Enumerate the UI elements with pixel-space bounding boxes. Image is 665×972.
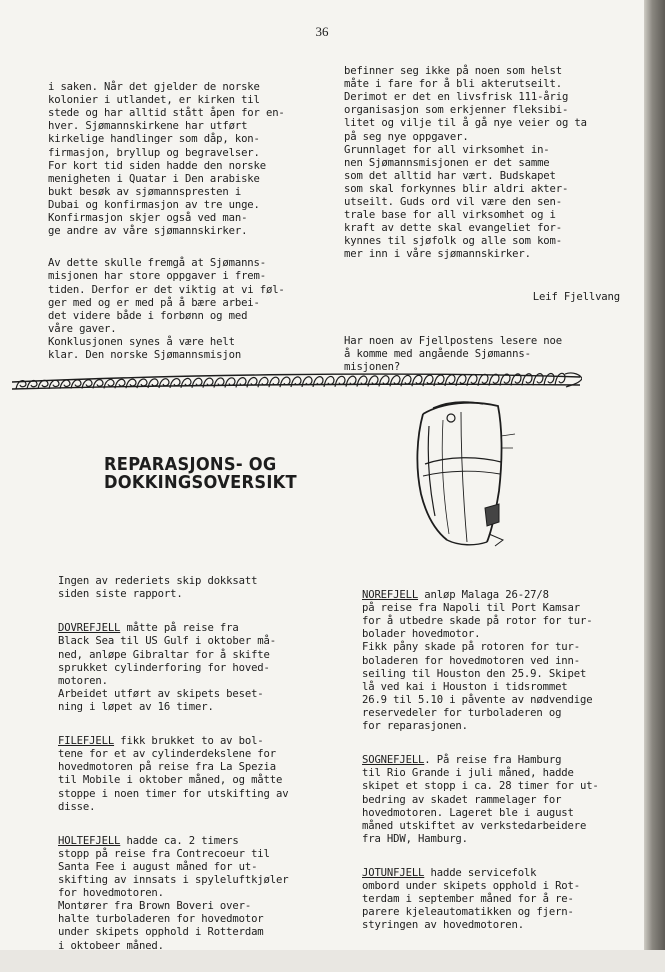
report-text: hadde servicefolk ombord under skipets opphold i Rot- terdam i september måned for å re- parere kjeleautomatikken og fjern- styringen av hovedmotoren. — [362, 866, 580, 932]
report-column-right — [362, 576, 637, 952]
rope-twist — [258, 377, 268, 387]
ship-name: NOREFJELL — [362, 589, 419, 602]
report-text: fikk brukket to av bol- tene for et av cylinderdekslene for hovedmotoren på reise fra La Spezia til Mobile i oktober måned, og måtte stoppe i noen timer for utskifting av disse. — [58, 735, 289, 813]
rope-twist — [291, 377, 301, 387]
rope-twist — [357, 376, 367, 387]
report-text: anløp Malaga 26-27/8 på reise fra Napoli til Port Kamsar for å utbedre skade på rotor for tur- bolader hovedmotor. Fikk påny skade på rotoren for tur- boladeren for hovedmotoren ved inn- seiling til Houston den 25.9. Skipet lå ved kai i Houston i tidsrommet 26.9 til 5.10 i påvente av nødvendige reservedeler for turboladeren og for reparasjonen. — [362, 589, 593, 733]
article-paragraph: Av dette skulle fremgå at Sjømanns- misjonen har store oppgaver i frem- tiden. Derfor er det viktig at vi føl- ger med og er med på å bære arbei- det videre både i forbønn og med våre gaver. Konklusjonen synes å være helt klar. Den norske Sjømannsmisjon — [48, 257, 285, 361]
rope-twist — [181, 378, 191, 387]
report-column-left — [58, 562, 343, 972]
rope-twist — [313, 377, 323, 387]
report-text: hadde ca. 2 timers stopp på reise fra Contrecoeur til Santa Fee i august måned for ut- skifting av innsats i spyleluftkjøler for hovedmotoren. Montører fra Brown Boveri over- halte turboladeren for hovedmotor under skipets opphold i Rotterdam i oktobeer måned. — [58, 834, 289, 952]
rope-twist — [225, 378, 235, 388]
binding-edge — [644, 0, 665, 950]
rope-twist — [368, 376, 378, 387]
article-signature: Leif Fjellvang — [532, 290, 620, 303]
ship-name: FILEFJELL — [58, 735, 115, 748]
ship-name: DOVREFJELL — [58, 622, 121, 635]
rope-twist — [214, 378, 224, 388]
report-entry-filefjell — [58, 735, 343, 814]
rope-twist — [247, 378, 257, 388]
report-text: måtte på reise fra Black Sea til US Gulf i oktober må- ned, anløpe Gibraltar for å skifte sprukket cylinderforing for hoved- motoren. Arbeidet utført av skipets beset- ning i løpet av 16 timer. — [58, 622, 276, 713]
article-paragraph: befinner seg ikke på noen som helst måte i fare for å bli akterutseilt. Derimot er det en livsfrisk 111-årig organisasjon som erkjenner fleksibi- litet og vilje til å gå nye veier og ta på seg nye oppgaver. Grunnlaget for all virksomhet in- nen Sjømannsmisjonen er det samme som det alltid har vært. Budskapet som skal forkynnes blir aldri akter- utseilt. Guds ord vil være den sen- trale base for all virksomhet og i kraft av dette skal evangeliet for- kynnes til sjøfolk og alle som kom- mer inn i våre sjømannskirker. — [344, 65, 587, 261]
rope-divider — [10, 363, 582, 393]
section-heading: REPARASJONS- OG DOKKINGSOVERSIKT — [104, 455, 297, 493]
rope-twist — [335, 376, 345, 386]
report-entry-jotunfjell — [362, 867, 637, 932]
report-text: . På reise fra Hamburg til Rio Grande i juli måned, hadde skipet et stopp i ca. 28 timer for ut- bedring av skadet rammelager for hovedmotoren. Lageret ble i august måned utskiftet av verkstedarbeidere fra HDW, Hamburg. — [362, 754, 599, 845]
report-entry-dovrefjell — [58, 622, 343, 714]
rope-twist — [379, 376, 389, 387]
rope-twist — [192, 378, 202, 387]
article-column-right — [344, 52, 634, 393]
rope-twist — [280, 377, 290, 387]
rope-twist — [346, 376, 356, 386]
report-entry-norefjell — [362, 589, 637, 733]
page-number: 36 — [315, 24, 329, 39]
rope-twist — [203, 378, 213, 388]
ship-name: HOLTEFJELL — [58, 834, 121, 847]
report-entry-holtefjell — [58, 835, 343, 953]
ship-bow-sketch — [403, 396, 521, 551]
rope-twist — [555, 373, 565, 385]
rope-twist — [269, 377, 279, 387]
reader-question: Har noen av Fjellpostens lesere noe å komme med angående Sjømanns- misjonen? — [344, 334, 562, 373]
rope-twist — [324, 376, 334, 386]
report-entry-sognefjell — [362, 754, 637, 846]
article-column-left — [48, 68, 338, 381]
ship-name: SOGNEFJELL — [362, 754, 425, 767]
report-intro: Ingen av rederiets skip dokksatt siden siste rapport. — [58, 575, 258, 601]
rope-twist — [544, 373, 554, 385]
ship-name: JOTUNFJELL — [362, 866, 425, 879]
article-paragraph: i saken. Når det gjelder de norske kolonier i utlandet, er kirken til stede og har alltid stått åpen for en- hver. Sjømannskirkene har utført kirkelige handlinger som dåp, kon- firmasjon, bryllup og begravelser. For kort tid siden hadde den norske menigheten i Quatar i Den arabiske bukt besøk av sjømannspresten i Dubai og konfirmasjon av tre unge. Konfirmasjon skjer også ved man- ge andre av våre sjømannskirker. — [48, 81, 285, 238]
rope-twist — [236, 378, 246, 388]
rope-twist — [302, 377, 312, 387]
